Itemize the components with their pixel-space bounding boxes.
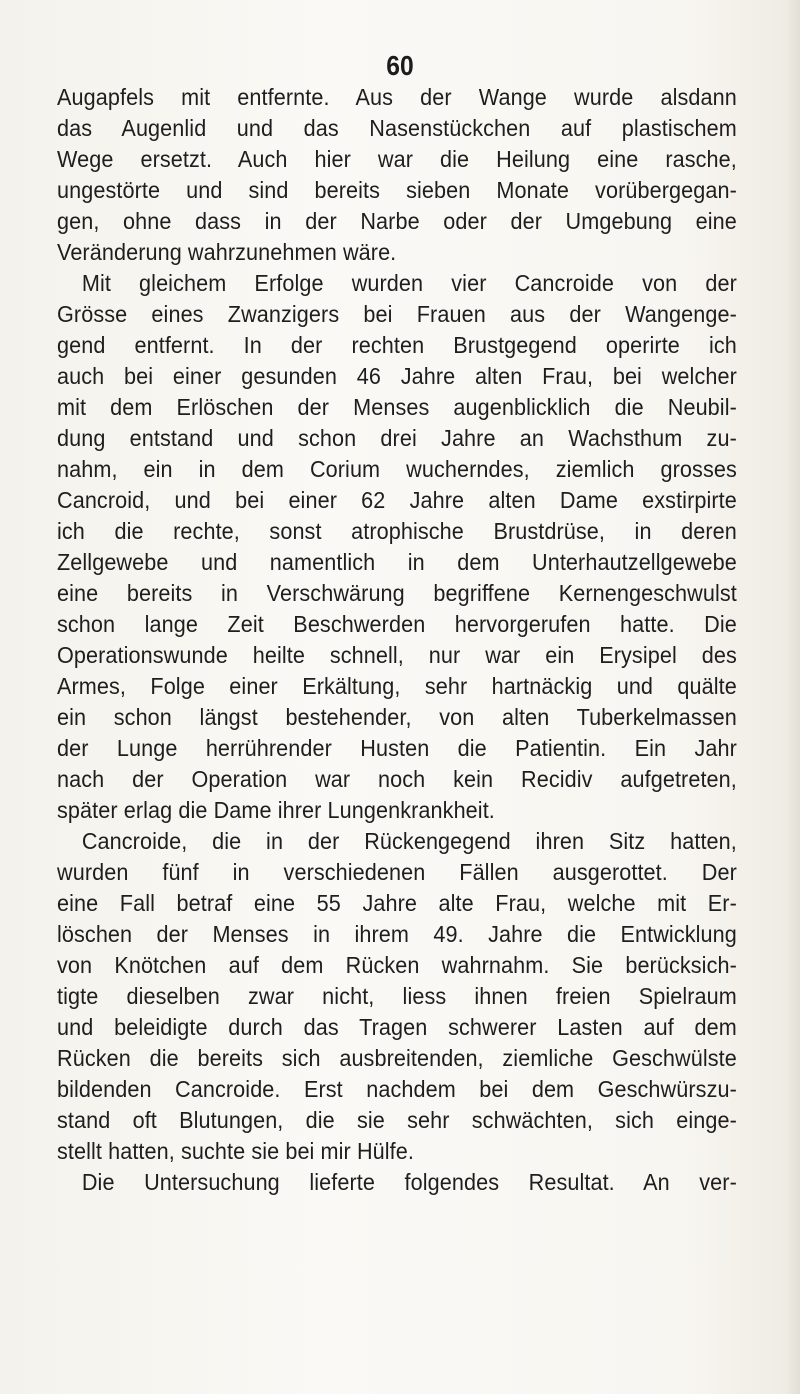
- text-line: auch bei einer gesunden 46 Jahre alten Frau, bei welcher: [57, 363, 737, 389]
- text-line: später erlag die Dame ihrer Lungenkrankheit.: [57, 797, 495, 823]
- text-line: nach der Operation war noch kein Recidiv aufgetreten,: [57, 766, 737, 792]
- text-line: mit dem Erlöschen der Menses augenblicklich die Neubil-: [57, 394, 737, 420]
- text-line: Cancroide, die in der Rückengegend ihren Sitz hatten,: [81, 828, 737, 854]
- text-line: eine bereits in Verschwärung begriffene Kernengeschwulst: [57, 580, 737, 606]
- text-line: löschen der Menses in ihrem 49. Jahre die Entwicklung: [57, 921, 737, 947]
- text-line: Mit gleichem Erfolge wurden vier Cancroide von der: [81, 270, 737, 296]
- page-number: 60: [386, 50, 414, 81]
- body-text: [57, 82, 737, 1198]
- text-line: nahm, ein in dem Corium wucherndes, ziemlich grosses: [57, 456, 737, 482]
- text-line: von Knötchen auf dem Rücken wahrnahm. Sie berücksich-: [57, 952, 737, 978]
- page-edge-shadow: [786, 0, 800, 1394]
- text-line: tigte dieselben zwar nicht, liess ihnen freien Spielraum: [57, 983, 737, 1009]
- text-line: Rücken die bereits sich ausbreitenden, ziemliche Geschwülste: [57, 1045, 737, 1071]
- text-line: das Augenlid und das Nasenstückchen auf plastischem: [57, 115, 737, 141]
- text-line: gend entfernt. In der rechten Brustgegend operirte ich: [57, 332, 737, 358]
- text-line: wurden fünf in verschiedenen Fällen ausgerottet. Der: [57, 859, 737, 885]
- text-line: Operationswunde heilte schnell, nur war ein Erysipel des: [57, 642, 737, 668]
- text-line: Armes, Folge einer Erkältung, sehr hartnäckig und quälte: [57, 673, 737, 699]
- text-line: Augapfels mit entfernte. Aus der Wange wurde alsdann: [57, 84, 737, 110]
- text-line: ein schon längst bestehender, von alten Tuberkelmassen: [57, 704, 737, 730]
- text-line: gen, ohne dass in der Narbe oder der Umgebung eine: [57, 208, 737, 234]
- text-line: eine Fall betraf eine 55 Jahre alte Frau, welche mit Er-: [57, 890, 737, 916]
- text-line: ich die rechte, sonst atrophische Brustdrüse, in deren: [57, 518, 737, 544]
- text-line: Grösse eines Zwanzigers bei Frauen aus der Wangenge-: [57, 301, 737, 327]
- text-line: Cancroid, und bei einer 62 Jahre alten Dame exstirpirte: [57, 487, 737, 513]
- text-line: ungestörte und sind bereits sieben Monate vorübergegan-: [57, 177, 737, 203]
- text-line: der Lunge herrührender Husten die Patientin. Ein Jahr: [57, 735, 737, 761]
- text-line: schon lange Zeit Beschwerden hervorgerufen hatte. Die: [57, 611, 737, 637]
- text-line: Veränderung wahrzunehmen wäre.: [57, 239, 397, 265]
- text-line: Wege ersetzt. Auch hier war die Heilung eine rasche,: [57, 146, 737, 172]
- text-line: stellt hatten, suchte sie bei mir Hülfe.: [57, 1138, 414, 1164]
- text-line: Zellgewebe und namentlich in dem Unterhautzellgewebe: [57, 549, 737, 575]
- text-line: stand oft Blutungen, die sie sehr schwächten, sich einge-: [57, 1107, 737, 1133]
- text-line: und beleidigte durch das Tragen schwerer Lasten auf dem: [57, 1014, 737, 1040]
- text-line: dung entstand und schon drei Jahre an Wachsthum zu-: [57, 425, 737, 451]
- text-line: Die Untersuchung lieferte folgendes Resultat. An ver-: [81, 1169, 737, 1195]
- text-line: bildenden Cancroide. Erst nachdem bei dem Geschwürszu-: [57, 1076, 737, 1102]
